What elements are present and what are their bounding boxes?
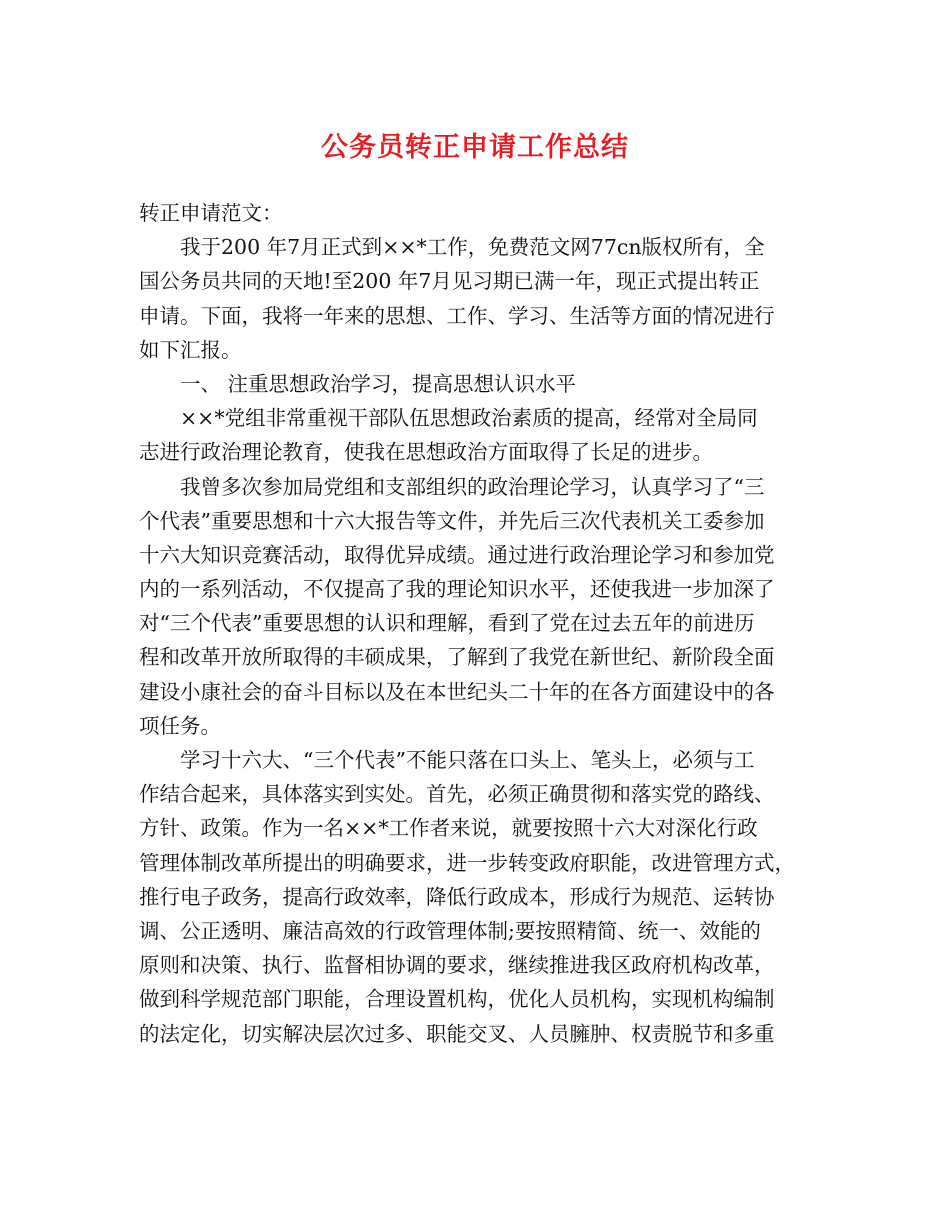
text-line: 作结合起来，具体落实到实处。首先，必须正确贯彻和落实党的路线、 [139, 782, 775, 807]
text-line: 调、公正透明、廉洁高效的行政管理体制;要按照精简、统一、效能的 [139, 918, 761, 943]
text-line: 内的一系列活动，不仅提高了我的理论知识水平，还使我进一步加深了 [139, 577, 775, 602]
text-line: 对“三个代表”重要思想的认识和理解，看到了党在过去五年的前进历 [139, 611, 755, 636]
document-body [139, 196, 819, 1051]
text-line: 一、 注重思想政治学习，提高思想认识水平 [180, 371, 577, 396]
text-line: 推行电子政务，提高行政效率，降低行政成本，形成行为规范、运转协 [139, 884, 775, 909]
text-line: 的法定化，切实解决层次过多、职能交叉、人员臃肿、权责脱节和多重 [139, 1021, 775, 1046]
text-line: 程和改革开放所取得的丰硕成果，了解到了我党在新世纪、新阶段全面 [139, 645, 775, 670]
text-line: 做到科学规范部门职能，合理设置机构，优化人员机构，实现机构编制 [139, 987, 775, 1012]
text-line: 管理体制改革所提出的明确要求，进一步转变政府职能，改进管理方式， [139, 850, 795, 875]
text-line: ××*党组非常重视干部队伍思想政治素质的提高，经常对全局同 [180, 406, 758, 431]
document-title: 公务员转正申请工作总结 [321, 132, 629, 163]
text-line: 如下汇报。 [139, 337, 242, 362]
text-line: 志进行政治理论教育，使我在思想政治方面取得了长足的进步。 [139, 440, 713, 465]
text-line: 建设小康社会的奋斗目标以及在本世纪头二十年的在各方面建设中的各 [139, 679, 775, 704]
text-line: 十六大知识竞赛活动，取得优异成绩。通过进行政治理论学习和参加党 [139, 542, 775, 567]
text-line: 我曾多次参加局党组和支部组织的政治理论学习，认真学习了“三 [180, 474, 765, 499]
text-line: 个代表”重要思想和十六大报告等文件，并先后三次代表机关工委参加 [139, 508, 765, 533]
text-line: 项任务。 [139, 713, 221, 738]
text-line: 方针、政策。作为一名××*工作者来说，就要按照十六大对深化行政 [139, 816, 758, 841]
text-line: 转正申请范文： [139, 201, 283, 225]
text-line: 学习十六大、“三个代表”不能只落在口头上、笔头上，必须与工 [180, 748, 755, 772]
text-line: 申请。下面，我将一年来的思想、工作、学习、生活等方面的情况进行 [139, 303, 775, 328]
text-line: 原则和决策、执行、监督相协调的要求，继续推进我区政府机构改革， [139, 953, 775, 978]
text-line: 国公务员共同的天地!至200 年7月见习期已满一年，现正式提出转正 [139, 269, 760, 294]
text-line: 我于200 年7月正式到××*工作，免费范文网77cn版权所有，全 [180, 235, 765, 260]
